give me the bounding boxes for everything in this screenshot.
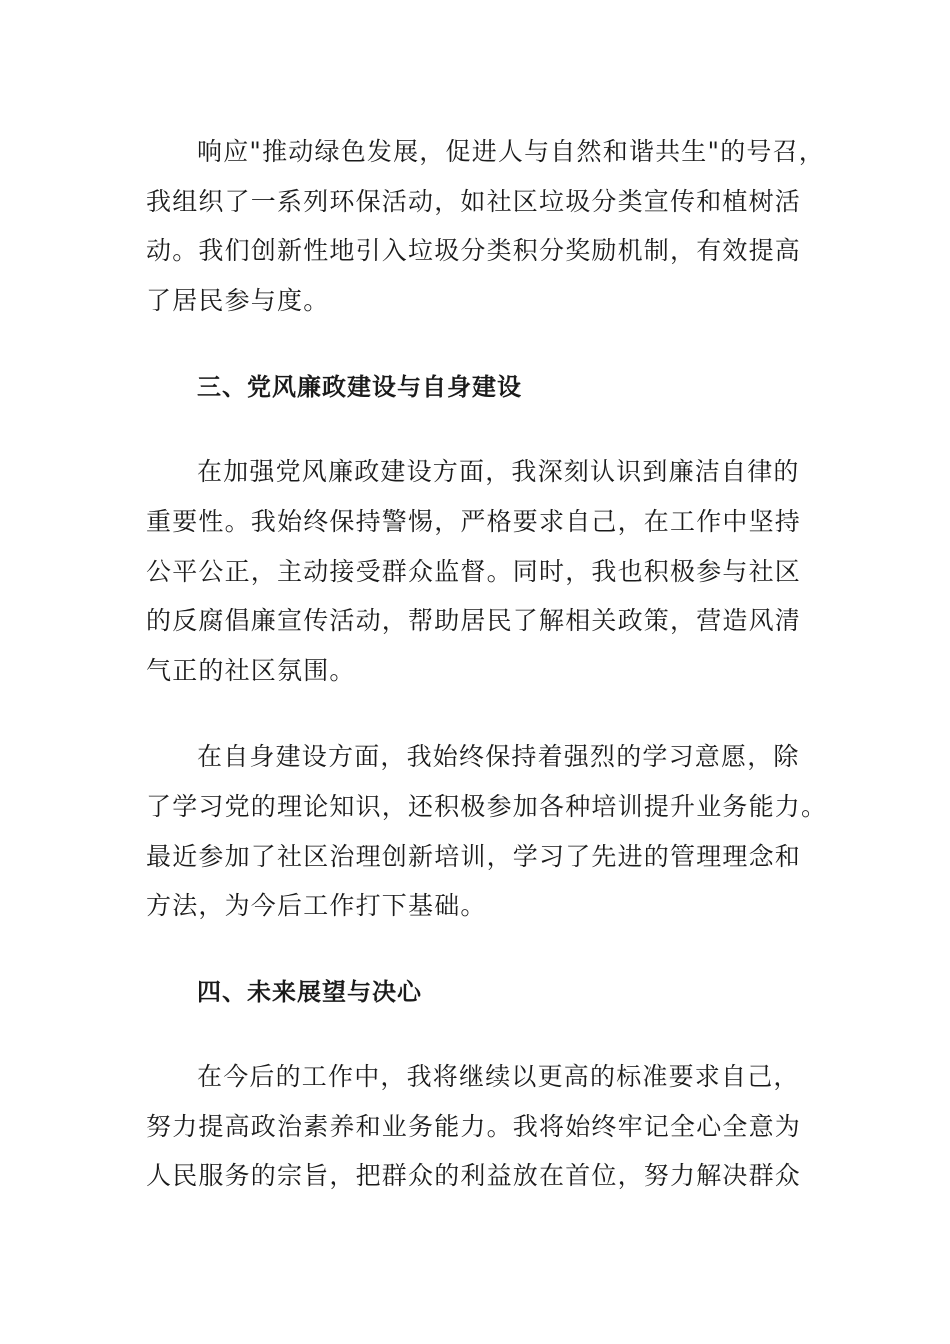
paragraph-3-line-4: 方法，为今后工作打下基础。 [146,891,487,920]
paragraph-2-line-5: 气正的社区氛围。 [146,656,356,685]
paragraph-3-line-1: 在自身建设方面，我始终保持着强烈的学习意愿，除 [197,742,800,771]
paragraph-2-line-2: 重要性。我始终保持警惕，严格要求自己，在工作中坚持 [146,507,802,536]
paragraph-1-line-2: 我组织了一系列环保活动，如社区垃圾分类宣传和植树活 [146,187,802,216]
paragraph-2-line-4: 的反腐倡廉宣传活动，帮助居民了解相关政策，营造风清 [146,606,802,635]
paragraph-2-line-1: 在加强党风廉政建设方面，我深刻认识到廉洁自律的 [197,457,800,486]
paragraph-1-line-4: 了居民参与度。 [146,286,330,315]
paragraph-1-line-3: 动。我们创新性地引入垃圾分类积分奖励机制，有效提高 [146,236,802,265]
paragraph-2-line-3: 公平公正，主动接受群众监督。同时，我也积极参与社区 [146,557,802,586]
paragraph-3-line-3: 最近参加了社区治理创新培训，学习了先进的管理理念和 [146,842,802,871]
paragraph-3-line-2: 了学习党的理论知识，还积极参加各种培训提升业务能力。 [146,792,828,821]
paragraph-4-line-2: 努力提高政治素养和业务能力。我将始终牢记全心全意为 [146,1112,802,1141]
section-heading-3: 三、党风廉政建设与自身建设 [197,373,522,401]
paragraph-4-line-1: 在今后的工作中，我将继续以更高的标准要求自己， [197,1062,800,1091]
paragraph-1-line-1: 响应"推动绿色发展，促进人与自然和谐共生"的号召， [197,137,826,166]
section-heading-4: 四、未来展望与决心 [197,978,422,1006]
paragraph-4-line-3: 人民服务的宗旨，把群众的利益放在首位，努力解决群众 [146,1161,802,1190]
